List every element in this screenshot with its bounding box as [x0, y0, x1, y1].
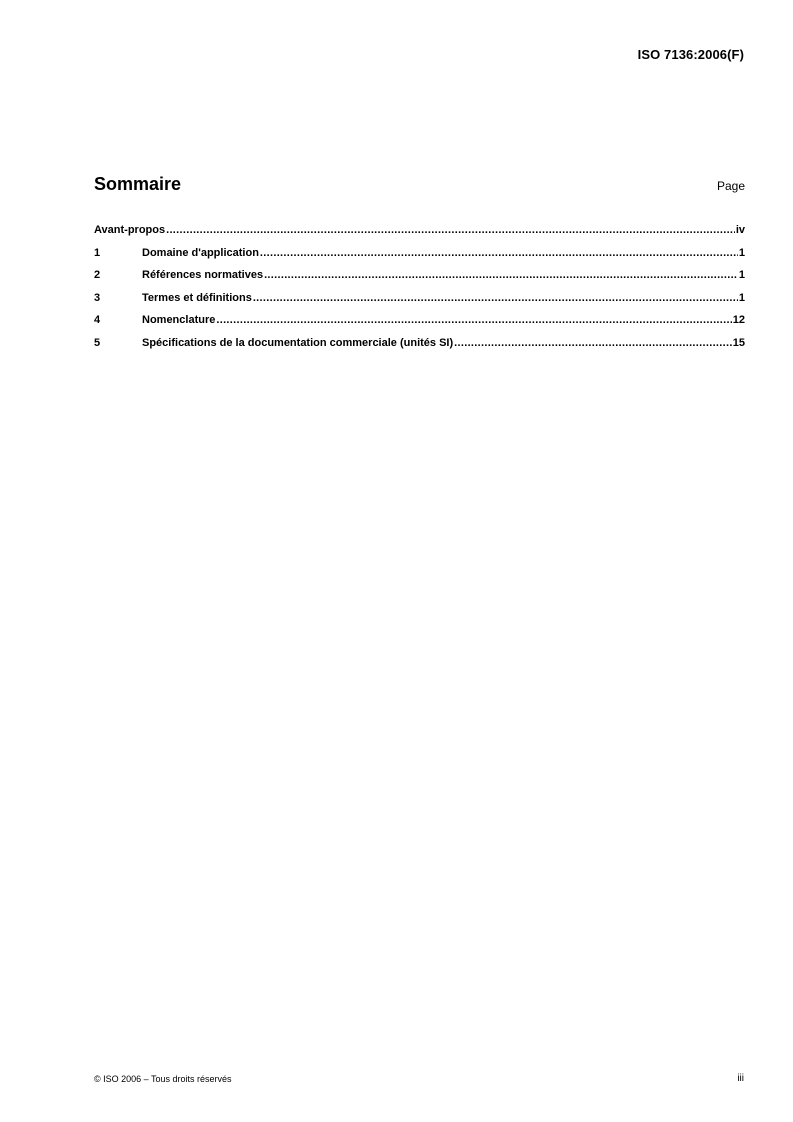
- toc-entry-page: 15: [732, 336, 745, 349]
- dot-leader: [260, 247, 738, 259]
- toc-entry-page: 1: [738, 291, 745, 304]
- toc-page-column-label: Page: [716, 179, 745, 193]
- table-of-contents: [94, 224, 745, 359]
- toc-entry-nomenclature[interactable]: [94, 314, 745, 337]
- dot-leader: [253, 292, 738, 304]
- toc-entry-label: Domaine d'application: [142, 246, 259, 259]
- dot-leader: [216, 314, 731, 326]
- toc-entry-termes-definitions[interactable]: [94, 292, 745, 315]
- toc-entry-avant-propos[interactable]: [94, 224, 745, 247]
- toc-entry-number: 1: [94, 246, 101, 259]
- document-identifier: ISO 7136:2006(F): [637, 47, 744, 62]
- toc-entry-label: Termes et définitions: [142, 291, 252, 304]
- toc-entry-number: 4: [94, 314, 101, 326]
- dot-leader: [166, 224, 735, 236]
- dot-leader: [264, 269, 738, 281]
- toc-entry-page: iv: [735, 224, 745, 236]
- toc-entry-number: 2: [94, 269, 101, 281]
- toc-title: Sommaire: [94, 174, 182, 194]
- toc-entry-label: Références normatives: [142, 269, 264, 281]
- toc-entry-page: 1: [738, 246, 745, 259]
- toc-entry-number: 5: [94, 336, 101, 349]
- toc-entry-number: 3: [94, 291, 101, 304]
- toc-header: [94, 174, 745, 195]
- toc-entry-label: Avant-propos: [94, 224, 166, 236]
- toc-entry-specifications[interactable]: [94, 337, 745, 360]
- toc-entry-label: Nomenclature: [142, 314, 216, 326]
- toc-entry-domaine-application[interactable]: [94, 247, 745, 270]
- dot-leader: [454, 337, 732, 349]
- footer-page-number: iii: [737, 1073, 744, 1084]
- footer-copyright: © ISO 2006 – Tous droits réservés: [94, 1074, 232, 1084]
- toc-entry-page: 1: [738, 269, 745, 281]
- toc-entry-page: 12: [732, 314, 745, 326]
- toc-entry-label: Spécifications de la documentation commerciale (unités SI): [142, 336, 454, 349]
- toc-entry-references-normatives[interactable]: [94, 269, 745, 292]
